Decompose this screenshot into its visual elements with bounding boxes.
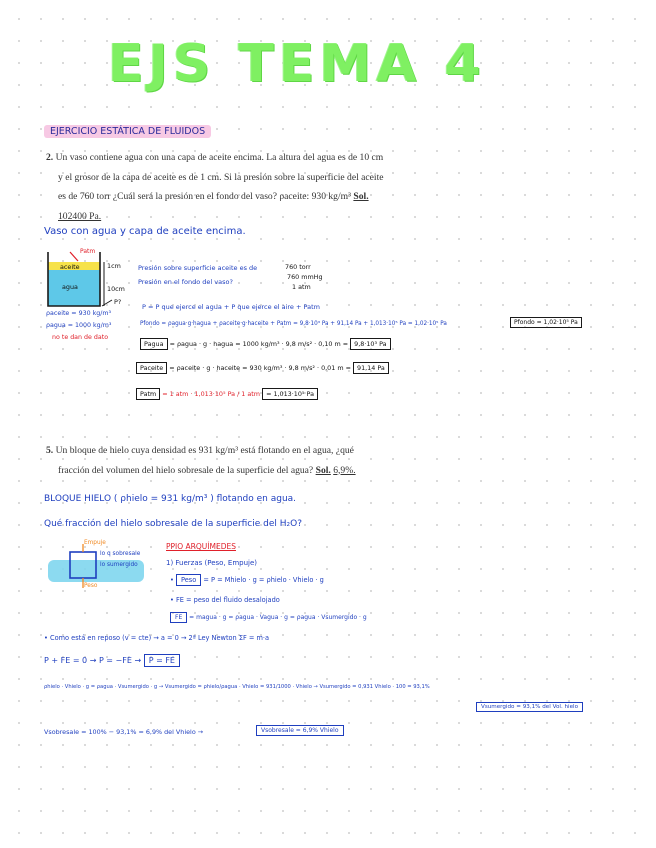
problem-line: y el grosor de la capa de aceite es de 1 cm. Si la presión sobre la superficie del aceite <box>58 171 384 183</box>
problem-line: Un bloque de hielo cuya densidad es 931 kg/m³ está flotando en el agua, ¿qué <box>55 445 354 456</box>
patm-arrow-icon <box>70 252 78 261</box>
diagram-aceite: aceite <box>60 263 80 271</box>
fe-calc: = magua · g = ρagua · Vagua · g = ρagua · Vsumergido · g <box>189 614 367 621</box>
forces-sum-box: P = FE <box>144 654 180 667</box>
paceite-label: Paceite <box>136 362 167 374</box>
paceite-result: 91,14 Pa <box>353 362 389 374</box>
paceite-calc: = ρaceite · g · haceite = 930 kg/m³ · 9,8 m/s² · 0,01 m = <box>169 364 351 372</box>
diagram-rho-agua: ρagua = 1000 kg/m³ <box>46 322 112 329</box>
problem-5-statement <box>46 441 408 480</box>
pagua-calc: = ρagua · g · hagua = 1000 kg/m³ · 9,8 m/s² · 0,10 m = <box>169 340 349 348</box>
fe-box: FE <box>170 612 187 623</box>
sumergido-label: lo sumergido <box>100 562 138 568</box>
pressure-note-2: Presión en el fondo del vaso? <box>138 278 233 286</box>
mmhg-value: 760 mmHg <box>287 273 323 281</box>
diagram-rho-aceite: ρaceite = 930 kg/m³ <box>46 310 112 317</box>
pressure-fondo-equation: Pfondo = ρagua·g·hagua + ρaceite·g·haceite + Patm = 9,8·10³ Pa + 91,14 Pa + 1,013·10⁵ Pa = 1,02·10⁵ Pa <box>140 321 447 327</box>
diagram-bottom: P? <box>114 298 122 306</box>
solution-label: Sol. <box>315 464 331 476</box>
patm-equation <box>136 390 318 398</box>
pressure-note-1: Presión sobre superficie aceite es de <box>138 264 258 272</box>
diagram-note: no te dan de dato <box>52 334 109 341</box>
problem-line: Un vaso contiene agua con una capa de aceite encima. La altura del agua es de 10 cm <box>55 152 384 163</box>
peso-equation: • Peso = P = Mhielo · g = ρhielo · Vhielo · g <box>170 576 324 584</box>
sobresale-equation: Vsobresale = 100% − 93,1% = 6,9% del Vhielo → <box>44 728 204 736</box>
solution-value: 6,9%. <box>333 464 356 476</box>
work-5-heading: BLOQUE HIELO ( ρhielo = 931 kg/m³ ) flotando en agua. <box>44 494 297 504</box>
diagram-agua: agua <box>62 283 78 291</box>
equilibrium-note: • Como está en reposo (v = cte) → a = 0 → 2ª Ley Newton ΣF = m·a <box>44 634 270 642</box>
problem-line: es de 760 torr ¿Cuál será la presión en el fondo del vaso? ρaceite: 930 kg/m³ <box>58 191 351 202</box>
problem-line: fracción del volumen del hielo sobresale de la superficie del agua? <box>58 464 314 476</box>
forces-sum-calc: P + FE = 0 → P = −FE → <box>44 656 142 665</box>
result-box: Pfondo = 1,02·10⁵ Pa <box>510 317 582 328</box>
atm-value: 1 atm <box>292 283 311 291</box>
diagram-patm: Patm <box>80 248 96 255</box>
peso-label: Peso <box>84 583 98 589</box>
pagua-equation <box>140 340 391 348</box>
problem-number: 5. <box>46 445 54 456</box>
problem-2-statement <box>46 148 408 226</box>
patm-fraction: 1,013·10⁵ Pa / 1 atm <box>194 390 261 398</box>
empuje-label: Empuje <box>84 540 106 546</box>
torr-value: 760 torr <box>285 263 311 271</box>
fe-equation <box>170 614 367 621</box>
patm-calc: = 1 atm · <box>162 390 193 398</box>
pressure-equation: P = P que ejerce el agua + P que ejerce el aire + Patm <box>142 303 320 311</box>
paceite-equation <box>136 364 389 372</box>
forces-sum <box>44 656 180 665</box>
fe-definition: • FE = peso del fluido desalojado <box>170 596 280 604</box>
work-2-heading: Vaso con agua y capa de aceite encima. <box>44 226 246 237</box>
patm-label: Patm <box>136 388 160 400</box>
page-title: EJS TEMA 4 <box>108 34 486 94</box>
sobresale-label: lo q sobresale <box>100 551 141 557</box>
diagram-h2: 10cm <box>107 285 125 293</box>
problem-number: 2. <box>46 152 54 163</box>
solution-value: 102400 Pa. <box>58 210 102 222</box>
solution-label: Sol. <box>353 191 369 202</box>
final-equation: ρhielo · Vhielo · g = ρagua · Vsumergido · g → Vsumergido = ρhielo/ρagua · Vhielo = 931/1000 · Vhielo → Vsumergido = 0,931 Vhielo · 100 = 93,1% <box>44 684 430 690</box>
section-heading: EJERCICIO ESTÁTICA DE FLUIDOS <box>44 125 211 138</box>
pagua-label: Pagua <box>140 338 168 350</box>
work-5-question: Qué fracción del hielo sobresale de la superficie del H₂O? <box>44 519 303 529</box>
pagua-result: 9,8·10³ Pa <box>350 338 390 350</box>
diagram-h1: 1cm <box>107 262 121 270</box>
peso-box: Peso <box>176 574 201 586</box>
principio-heading: PPIO ARQUÍMEDES <box>166 542 236 551</box>
sobresale-result-box: Vsobresale = 6,9% Vhielo <box>256 725 344 736</box>
vessel-diagram <box>40 248 150 348</box>
final-result-box: Vsumergido = 93,1% del Vol. hielo <box>476 702 583 712</box>
peso-calc: = P = Mhielo · g = ρhielo · Vhielo · g <box>203 576 324 584</box>
patm-result: = 1,013·10⁵ Pa <box>262 388 318 400</box>
fuerzas-label: 1) Fuerzas (Peso, Empuje) <box>166 559 258 567</box>
